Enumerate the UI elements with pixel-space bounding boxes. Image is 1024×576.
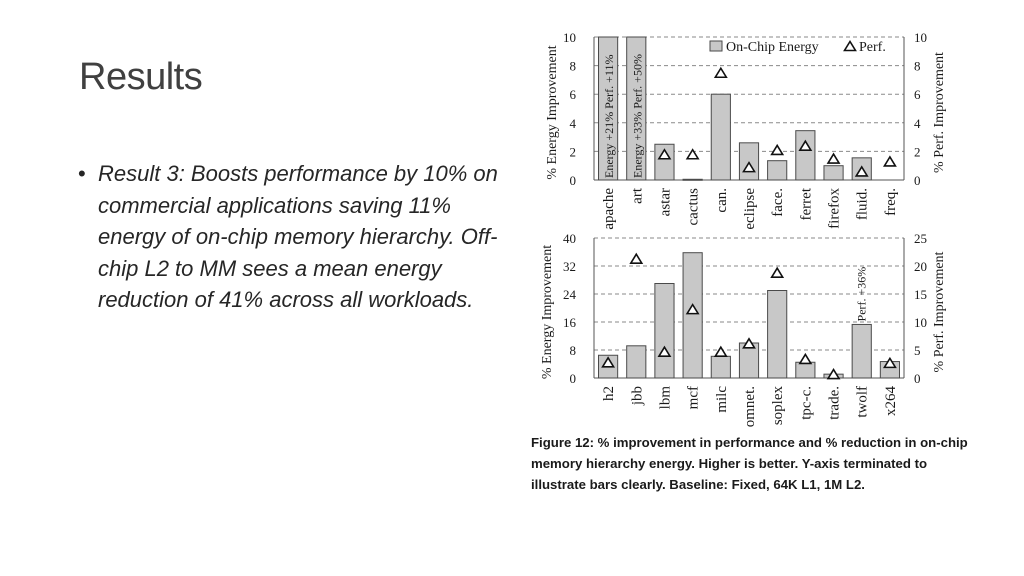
chart2-energy-bar xyxy=(768,291,787,379)
chart1-annotation: Energy +33% Perf. +50% xyxy=(630,54,645,178)
chart1-category-label: fluid. xyxy=(854,188,871,221)
chart1-perf-marker xyxy=(715,68,726,77)
chart1-ylabel: % Energy Improvement xyxy=(545,45,560,180)
chart1-y2tick-label: 10 xyxy=(914,30,927,45)
chart1-energy-bar xyxy=(711,94,730,180)
chart1-category-label: astar xyxy=(657,188,674,217)
figure-caption: Figure 12: % improvement in performance and % reduction in on-chip memory hierarchy energy. Higher is better. Y-axis terminated to illustrate bars clearly. Baseline: Fixed, 64K L1, 1M L2. xyxy=(531,435,968,492)
chart1-category-label: can. xyxy=(713,188,730,213)
chart2-perf-marker xyxy=(631,254,642,263)
chart2-category-label: lbm xyxy=(657,386,674,410)
chart2-y2tick-label: 25 xyxy=(914,231,927,246)
legend-perf-label: Perf. xyxy=(859,40,886,55)
chart1-energy-bar xyxy=(768,161,787,180)
chart2-category-label: omnet. xyxy=(742,386,758,428)
chart2-y2label: % Perf. Improvement xyxy=(932,251,947,373)
chart1-energy-bar xyxy=(824,166,843,180)
chart2-y2tick-label: 20 xyxy=(914,259,927,274)
chart2-energy-bar xyxy=(711,356,730,378)
chart2-category-label: jbb xyxy=(629,386,646,406)
chart2-category-label: tpc-c. xyxy=(798,386,815,420)
chart2-ylabel: % Energy Improvement xyxy=(540,244,555,380)
chart1-category-label: freq. xyxy=(882,188,899,216)
chart2-energy-bar xyxy=(683,253,702,378)
chart1-y2tick-label: 0 xyxy=(914,173,921,188)
chart2-ytick-label: 40 xyxy=(563,231,576,246)
chart1-category-label: firefox xyxy=(826,188,843,229)
chart1-category-label: apache xyxy=(601,188,618,230)
chart1-category-label: eclipse xyxy=(742,188,758,230)
chart2-y2tick-label: 15 xyxy=(914,287,927,302)
bullet-text: Result 3: Boosts performance by 10% on commercial applications saving 11% energy of on-chip memory hierarchy. Off-chip L2 to MM sees a mean energy reduction of 41% across all workloads. xyxy=(98,161,498,312)
chart2-ytick-label: 16 xyxy=(563,315,576,330)
chart2-perf-marker xyxy=(800,354,811,363)
chart2-category-label: milc xyxy=(713,386,730,413)
chart2-energy-bar xyxy=(796,362,815,378)
chart1-category-label: art xyxy=(629,188,646,204)
chart1-ytick-label: 2 xyxy=(569,144,576,160)
chart1-category-label: ferret xyxy=(798,188,815,221)
chart1-perf-marker xyxy=(828,154,839,163)
chart1-ytick-label: 0 xyxy=(569,173,576,188)
chart2-energy-bar xyxy=(852,324,871,378)
chart2-y2tick-label: 0 xyxy=(914,371,921,386)
chart2-category-label: mcf xyxy=(685,386,702,410)
legend-energy-swatch xyxy=(710,41,722,51)
chart2-perf-marker xyxy=(772,268,783,277)
chart1-y2tick-label: 4 xyxy=(914,115,921,131)
chart2-ytick-label: 24 xyxy=(563,287,576,302)
chart2-category-label: twolf xyxy=(854,386,871,418)
chart2-category-label: soplex xyxy=(770,386,787,426)
chart1-ytick-label: 8 xyxy=(569,58,576,74)
chart2-ytick-label: 0 xyxy=(569,371,576,386)
slide-title: Results xyxy=(79,56,203,98)
chart1-category-label: cactus xyxy=(685,188,702,226)
chart2-energy-bar xyxy=(655,284,674,379)
chart2-ytick-label: 8 xyxy=(569,343,576,358)
bullet-dot: • xyxy=(78,161,86,186)
chart1-energy-bar xyxy=(683,179,702,180)
chart1-ytick-label: 10 xyxy=(563,30,576,45)
chart2-energy-bar xyxy=(627,346,646,378)
legend-perf-marker xyxy=(845,42,856,51)
chart1-energy-bar xyxy=(796,131,815,180)
chart1-ytick-label: 6 xyxy=(569,87,576,103)
chart2-category-label: trade. xyxy=(826,386,843,420)
chart1-y2tick-label: 8 xyxy=(914,58,921,74)
chart1-y2tick-label: 2 xyxy=(914,144,921,160)
legend-energy-label: On-Chip Energy xyxy=(726,40,819,55)
chart1-y2tick-label: 6 xyxy=(914,87,921,103)
chart2-ytick-label: 32 xyxy=(563,259,576,274)
chart2-y2tick-label: 5 xyxy=(914,343,921,358)
chart2-annotation: Perf. +36% xyxy=(854,266,869,322)
chart1-ytick-label: 4 xyxy=(569,115,576,131)
chart1-annotation: Energy +21% Perf. +11% xyxy=(602,54,617,178)
chart1-y2label: % Perf. Improvement xyxy=(932,52,947,173)
chart2-category-label: x264 xyxy=(882,386,899,416)
chart1-category-label: face. xyxy=(770,188,787,217)
chart2-perf-marker xyxy=(715,347,726,356)
chart2-y2tick-label: 10 xyxy=(914,315,927,330)
chart1-perf-marker xyxy=(884,157,895,166)
chart1-perf-marker xyxy=(772,145,783,154)
chart2-category-label: h2 xyxy=(601,386,618,401)
